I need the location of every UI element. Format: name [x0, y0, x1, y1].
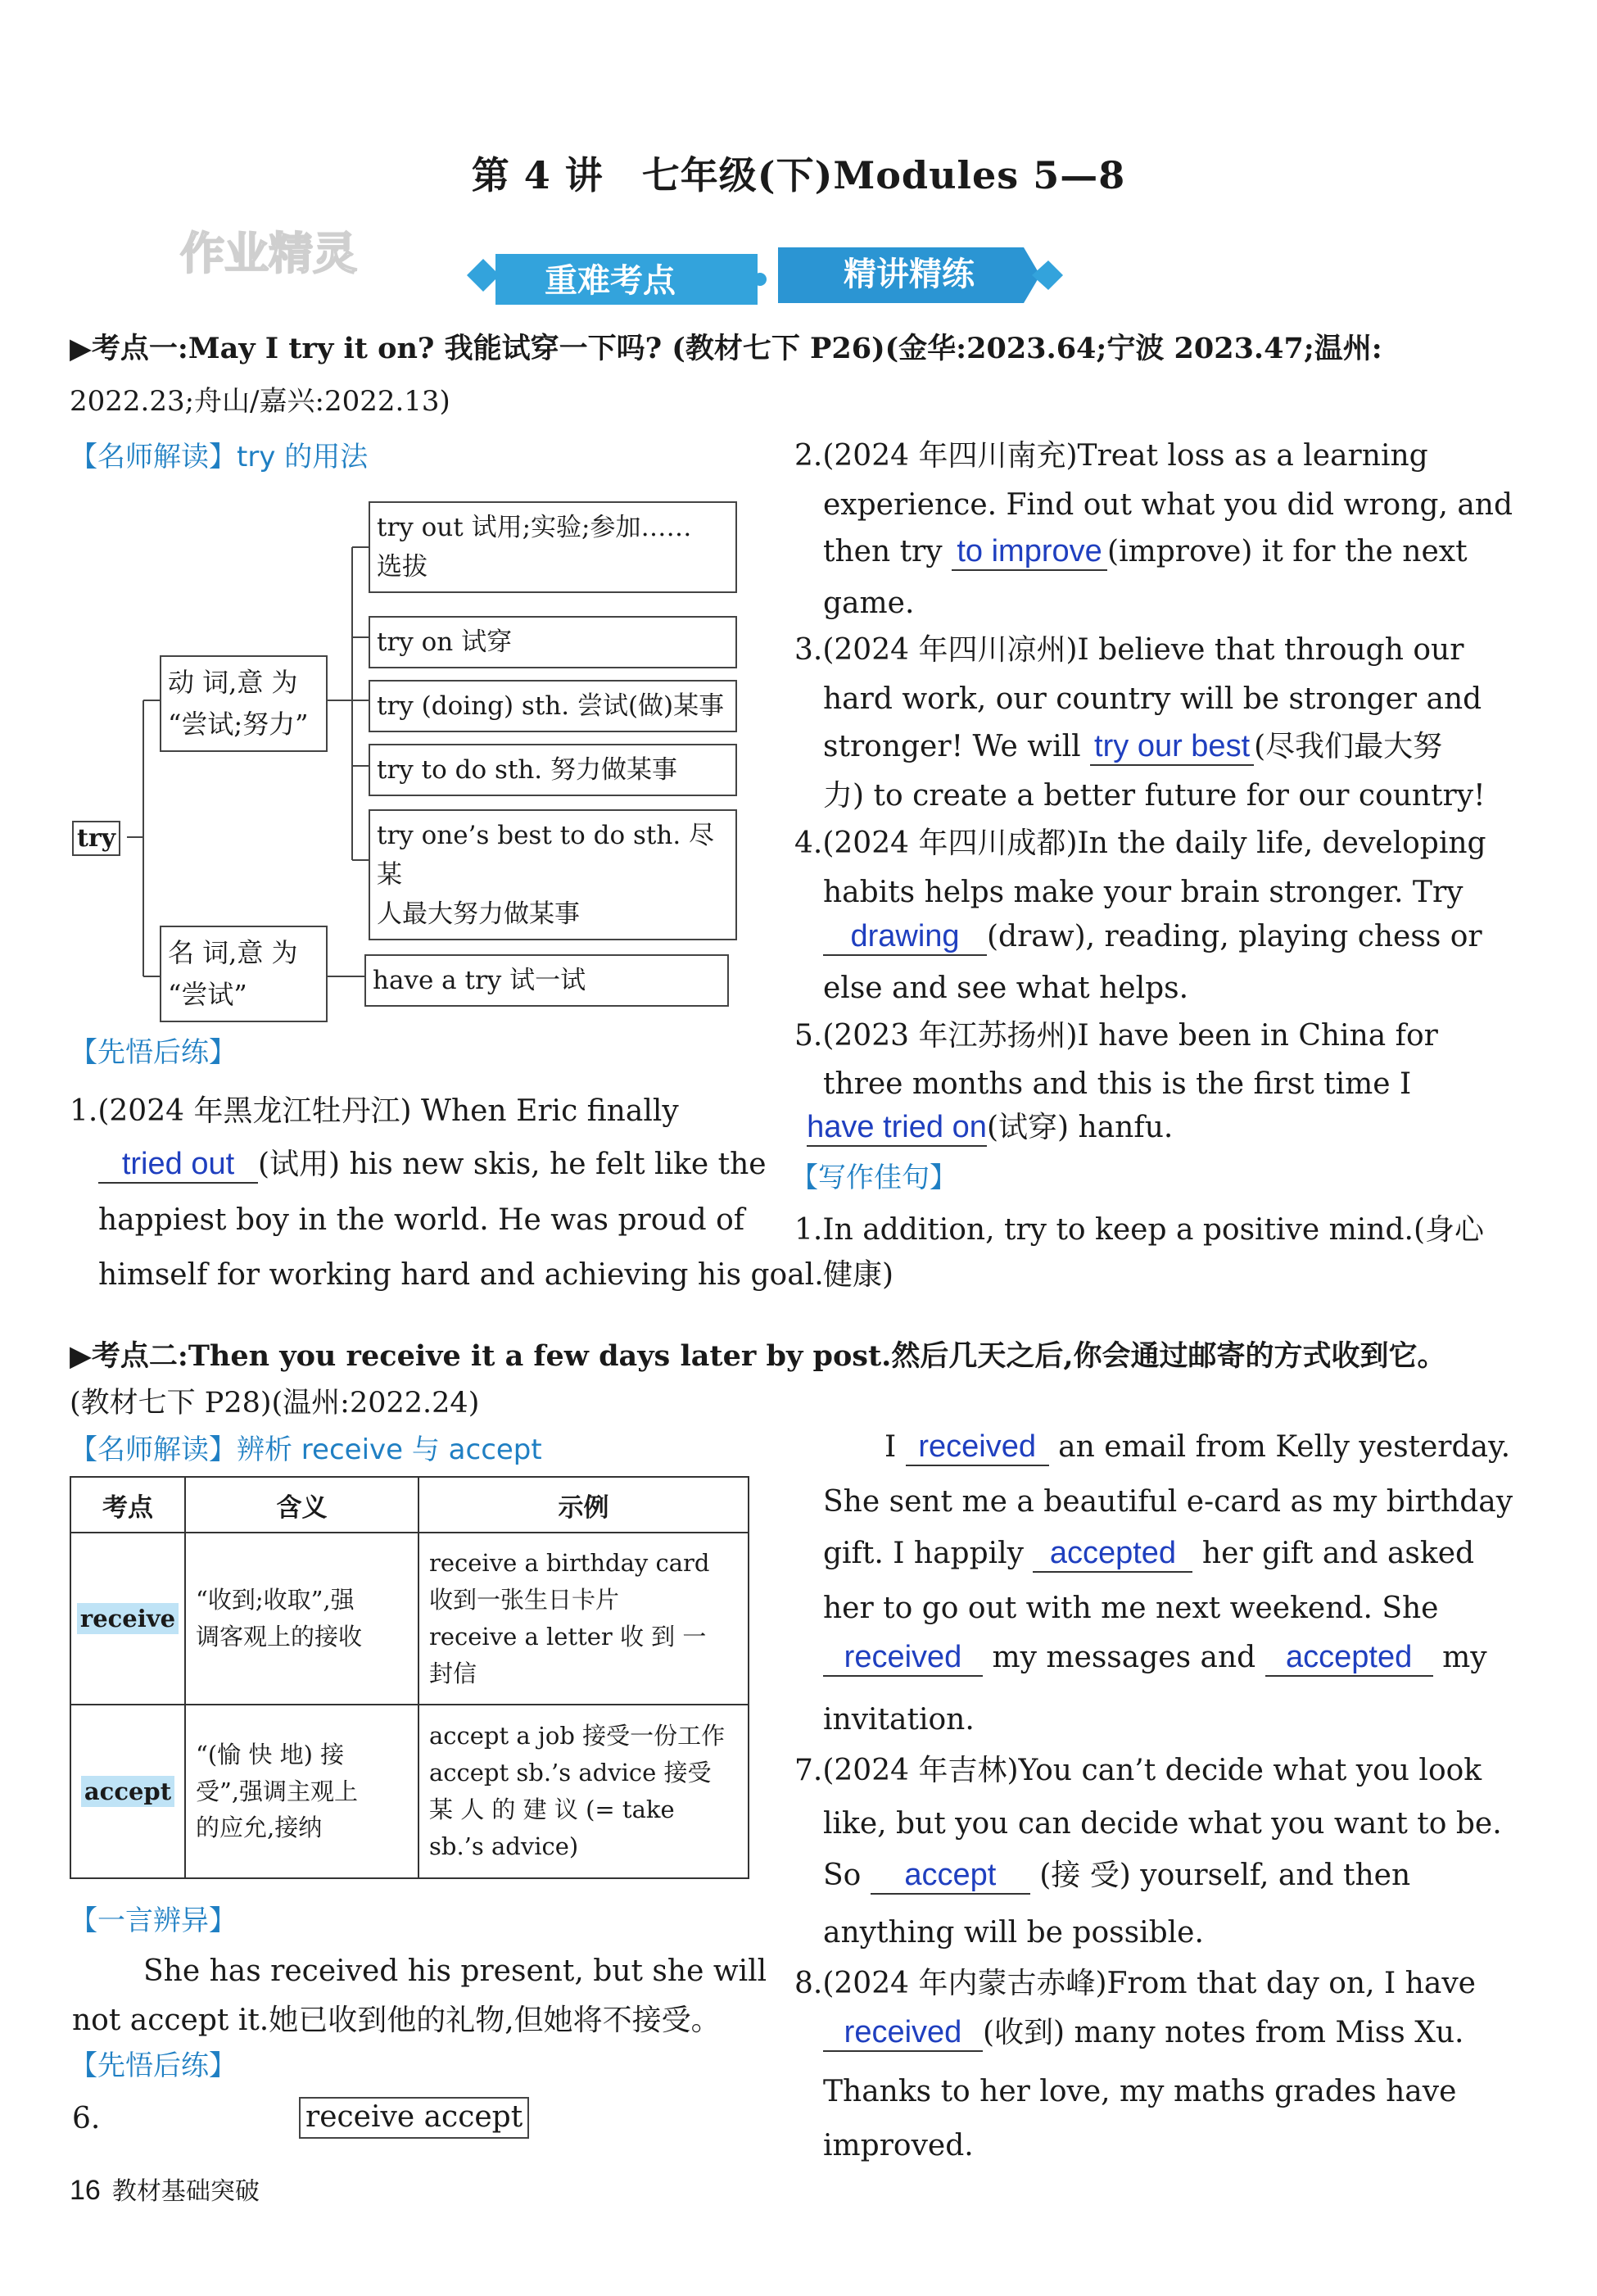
p6-answer-2: accepted: [1033, 1537, 1192, 1573]
word-receive: receive: [77, 1603, 179, 1634]
q2-line1: 2.(2024 年四川南充)Treat loss as a learning: [794, 439, 1428, 473]
p6-answer-3: received: [823, 1641, 983, 1677]
tree-verb-category: [160, 655, 328, 752]
q7-answer: accept: [871, 1859, 1030, 1895]
word-box-text: receive accept: [299, 2097, 529, 2139]
tag-practice-1: 【先悟后练】: [70, 1036, 237, 1069]
example-line: receive a letter 收 到 一: [429, 1623, 707, 1651]
item-try-best-1: try one’s best to do sth. 尽某: [377, 821, 715, 890]
writing-line2: 健康): [823, 1258, 894, 1292]
tag-master-2: 【名师解读】辨析 receive 与 accept: [70, 1433, 542, 1466]
book-name: 教材基础突破: [111, 2177, 260, 2206]
page-footer: [70, 2171, 260, 2207]
q8-line3: Thanks to her love, my maths grades have: [823, 2075, 1457, 2108]
q8-line1: 8.(2024 年内蒙古赤峰)From that day on, I have: [794, 1967, 1476, 2000]
verb-label-2: “尝试;努力”: [168, 709, 309, 740]
q8-line4: improved.: [823, 2129, 974, 2162]
q1-line3: happiest boy in the world. He was proud of: [98, 1203, 745, 1237]
kp2-line1: ▶考点二:Then you receive it a few days later by post.然后几天之后,你会通过邮寄的方式收到它。: [70, 1339, 1446, 1373]
noun-label-2: “尝试”: [168, 979, 247, 1011]
tree-root: try: [72, 821, 120, 856]
kp1-line2: 2022.23;舟山/嘉兴:2022.13): [70, 385, 450, 418]
q1-line2: tried out (试用) his new skis, he felt like the: [98, 1147, 767, 1184]
tree-noun-category: [160, 926, 328, 1022]
tree-item-try-best: [369, 809, 737, 940]
noun-label-1: 名 词,意 为: [168, 937, 298, 968]
p6-answer-4: accepted: [1265, 1641, 1433, 1677]
item-try-best-2: 人最大努力做某事: [377, 899, 580, 930]
meaning-line: “收到;收取”,强: [196, 1586, 355, 1614]
q4-line2: habits helps make your brain stronger. Try: [823, 876, 1464, 909]
q4-line3: drawing (draw), reading, playing chess or: [823, 919, 1482, 956]
diff-line1: She has received his present, but she will: [143, 1954, 767, 1988]
q2-line3: then try to improve (improve) it for the next: [823, 534, 1468, 571]
q1-answer: tried out: [98, 1148, 258, 1184]
q8-answer: received: [823, 2016, 983, 2052]
q7-line4: anything will be possible.: [823, 1916, 1204, 1950]
q5-line1: 5.(2023 年江苏扬州)I have been in China for: [794, 1019, 1438, 1053]
tree-item-try-to-do: try to do sth. 努力做某事: [369, 744, 737, 796]
p6-answer-1: received: [906, 1430, 1049, 1466]
verb-label-1: 动 词,意 为: [168, 667, 298, 698]
triangle-icon: ▶: [70, 1340, 92, 1373]
p6-line4: her to go out with me next weekend. She: [823, 1592, 1439, 1625]
example-line: sb.’s advice): [429, 1832, 579, 1860]
q5-line3: have tried on(试穿) hanfu.: [807, 1110, 1173, 1147]
p6-line5: received my messages and accepted my: [823, 1640, 1487, 1677]
th-example: 示例: [418, 1477, 749, 1533]
tag-writing: 【写作佳句】: [790, 1162, 957, 1194]
table-row: [70, 1705, 749, 1878]
p6-line3: gift. I happily accepted her gift and asked: [823, 1536, 1474, 1573]
triangle-icon: ▶: [70, 333, 92, 365]
banner-diamond-right: [1032, 260, 1063, 290]
kp2-line2: (教材七下 P28)(温州:2022.24): [70, 1387, 480, 1420]
q7-line1: 7.(2024 年吉林)You can’t decide what you look: [794, 1754, 1482, 1787]
q3-answer: try our best: [1090, 730, 1254, 766]
q3-line2: hard work, our country will be stronger and: [823, 682, 1482, 716]
q1-line1: 1.(2024 年黑龙江牡丹江) When Eric finally: [70, 1094, 679, 1128]
writing-line1: 1.In addition, try to keep a positive mind.(身心: [794, 1213, 1484, 1247]
q2-line4: game.: [823, 586, 915, 620]
meaning-line: 受”,强调主观上: [196, 1777, 359, 1805]
q4-answer: drawing: [823, 920, 987, 956]
item-try-out-1: try out 试用;实验;参加……: [377, 513, 692, 542]
q7-line3: So accept (接 受) yourself, and then: [823, 1858, 1410, 1895]
meaning-line: 的应允,接纳: [196, 1814, 323, 1842]
p6-line6: invitation.: [823, 1703, 975, 1737]
th-meaning: 含义: [185, 1477, 418, 1533]
q5-answer: have tried on: [807, 1111, 987, 1147]
q6-word-box: [299, 2097, 529, 2139]
tag-diff: 【一言辨异】: [70, 1904, 237, 1937]
example-line: 封信: [429, 1659, 477, 1687]
table-header-row: [70, 1477, 749, 1533]
meaning-line: “(愉 快 地) 接: [196, 1740, 345, 1768]
tag-practice-2: 【先悟后练】: [70, 2049, 237, 2082]
example-line: 收到一张生日卡片: [429, 1586, 620, 1614]
q3-line4: 力) to create a better future for our country!: [823, 779, 1486, 813]
q7-line2: like, but you can decide what you want to be.: [823, 1807, 1502, 1841]
example-line: receive a birthday card: [429, 1549, 710, 1578]
tree-item-try-on: try on 试穿: [369, 616, 737, 668]
q2-answer: to improve: [952, 535, 1107, 571]
tag-master-1: 【名师解读】try 的用法: [70, 441, 369, 473]
tree-item-have-a-try: have a try 试一试: [364, 954, 729, 1007]
q6-number: 6.: [72, 2102, 101, 2135]
page-title: 第 4 讲 七年级(下)Modules 5—8: [471, 153, 1126, 197]
item-try-out-2: 选拔: [377, 552, 428, 582]
receive-accept-table: [70, 1476, 749, 1879]
word-accept: accept: [81, 1776, 174, 1807]
q1-line4: himself for working hard and achieving his goal.: [98, 1258, 824, 1292]
banner-left-label: 重难考点: [545, 262, 676, 300]
th-kp: 考点: [70, 1477, 185, 1533]
q5-line2: three months and this is the first time I: [823, 1067, 1412, 1101]
banner-right-label: 精讲精练: [844, 256, 975, 293]
page-number: 16: [70, 2175, 101, 2206]
watermark-text: 作业精灵: [180, 228, 357, 279]
q2-line2: experience. Find out what you did wrong, and: [823, 488, 1513, 522]
example-line: 某 人 的 建 议 (= take: [429, 1796, 675, 1823]
q3-line3: stronger! We will try our best (尽我们最大努: [823, 729, 1442, 766]
q4-line4: else and see what helps.: [823, 971, 1189, 1005]
tree-item-try-out: [369, 501, 737, 593]
q8-line2: received (收到) many notes from Miss Xu.: [823, 2015, 1464, 2052]
tree-item-try-doing: try (doing) sth. 尝试(做)某事: [369, 680, 737, 732]
diff-line2: not accept it.她已收到他的礼物,但她将不接受。: [72, 2004, 721, 2037]
q4-line1: 4.(2024 年四川成都)In the daily life, developing: [794, 826, 1486, 860]
kp1-line1: ▶考点一:May I try it on? 我能试穿一下吗? (教材七下 P26)(金华:2023.64;宁波 2023.47;温州:: [70, 332, 1382, 365]
p6-line1: I received an email from Kelly yesterday.: [884, 1429, 1510, 1466]
table-row: [70, 1533, 749, 1705]
meaning-line: 调客观上的接收: [196, 1623, 363, 1651]
example-line: accept sb.’s advice 接受: [429, 1759, 712, 1787]
example-line: accept a job 接受一份工作: [429, 1722, 726, 1750]
q3-line1: 3.(2024 年四川凉州)I believe that through our: [794, 633, 1464, 667]
p6-line2: She sent me a beautiful e-card as my birthday: [823, 1485, 1513, 1519]
